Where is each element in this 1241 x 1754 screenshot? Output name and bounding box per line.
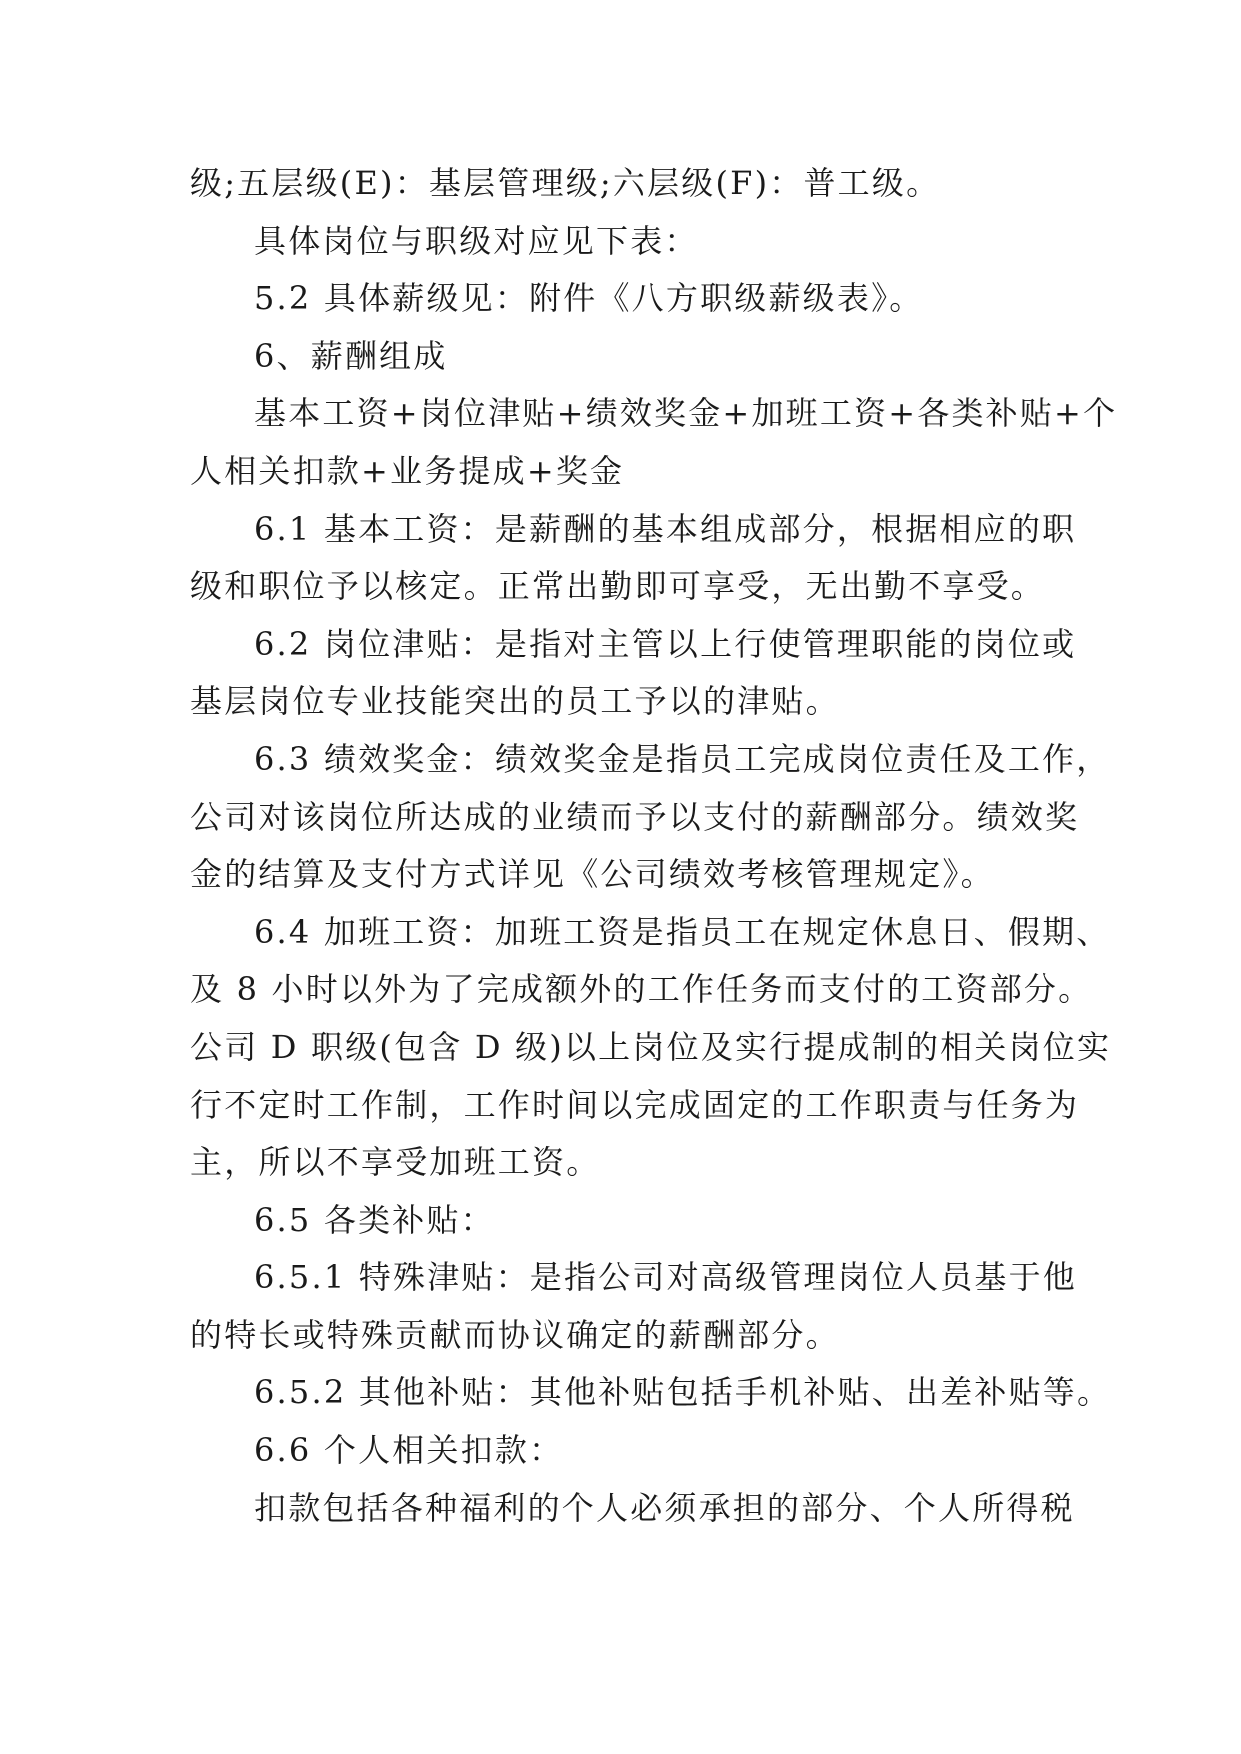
text-line: 基层岗位专业技能突出的员工予以的津贴。 [190, 682, 840, 721]
text-line: 6.6 个人相关扣款： [254, 1431, 564, 1470]
text-line: 具体岗位与职级对应见下表： [254, 221, 699, 260]
document-body [190, 155, 1118, 1537]
text-line: 公司 D 职级(包含 D 级)以上岗位及实行提成制的相关岗位实 [190, 1027, 1112, 1066]
text-line: 行不定时工作制，工作时间以完成固定的工作职责与任务为 [190, 1085, 1080, 1124]
text-line: 级和职位予以核定。正常出勤即可享受，无出勤不享受。 [190, 567, 1046, 606]
text-line: 主，所以不享受加班工资。 [190, 1143, 601, 1182]
text-line: 人相关扣款+业务提成+奖金 [190, 451, 625, 490]
text-line: 级;五层级(E)：基层管理级;六层级(F)：普工级。 [190, 164, 941, 202]
text-line: 及 8 小时以外为了完成额外的工作任务而支付的工资部分。 [190, 970, 1093, 1009]
text-line: 6.5.2 其他补贴：其他补贴包括手机补贴、出差补贴等。 [254, 1373, 1112, 1412]
text-line: 金的结算及支付方式详见《公司绩效考核管理规定》。 [190, 855, 995, 894]
text-line: 6.5 各类补贴： [254, 1200, 495, 1239]
text-line: 6.2 岗位津贴：是指对主管以上行使管理职能的岗位或 [254, 624, 1077, 663]
section-heading: 6、薪酬组成 [254, 336, 448, 375]
text-line: 公司对该岗位所达成的业绩而予以支付的薪酬部分。绩效奖 [190, 797, 1080, 836]
text-line: 基本工资+岗位津贴+绩效奖金+加班工资+各类补贴+个 [254, 394, 1118, 433]
text-line: 6.4 加班工资：加班工资是指员工在规定休息日、假期、 [254, 912, 1111, 951]
text-line: 6.5.1 特殊津贴：是指公司对高级管理岗位人员基于他 [254, 1258, 1077, 1297]
text-line: 的特长或特殊贡献而协议确定的薪酬部分。 [190, 1315, 840, 1354]
text-line: 5.2 具体薪级见：附件《八方职级薪级表》。 [254, 279, 924, 318]
text-line: 6.3 绩效奖金：绩效奖金是指员工完成岗位责任及工作， [254, 739, 1111, 778]
text-line: 扣款包括各种福利的个人必须承担的部分、个人所得税 [254, 1488, 1075, 1527]
text-line: 6.1 基本工资：是薪酬的基本组成部分，根据相应的职 [254, 509, 1077, 548]
